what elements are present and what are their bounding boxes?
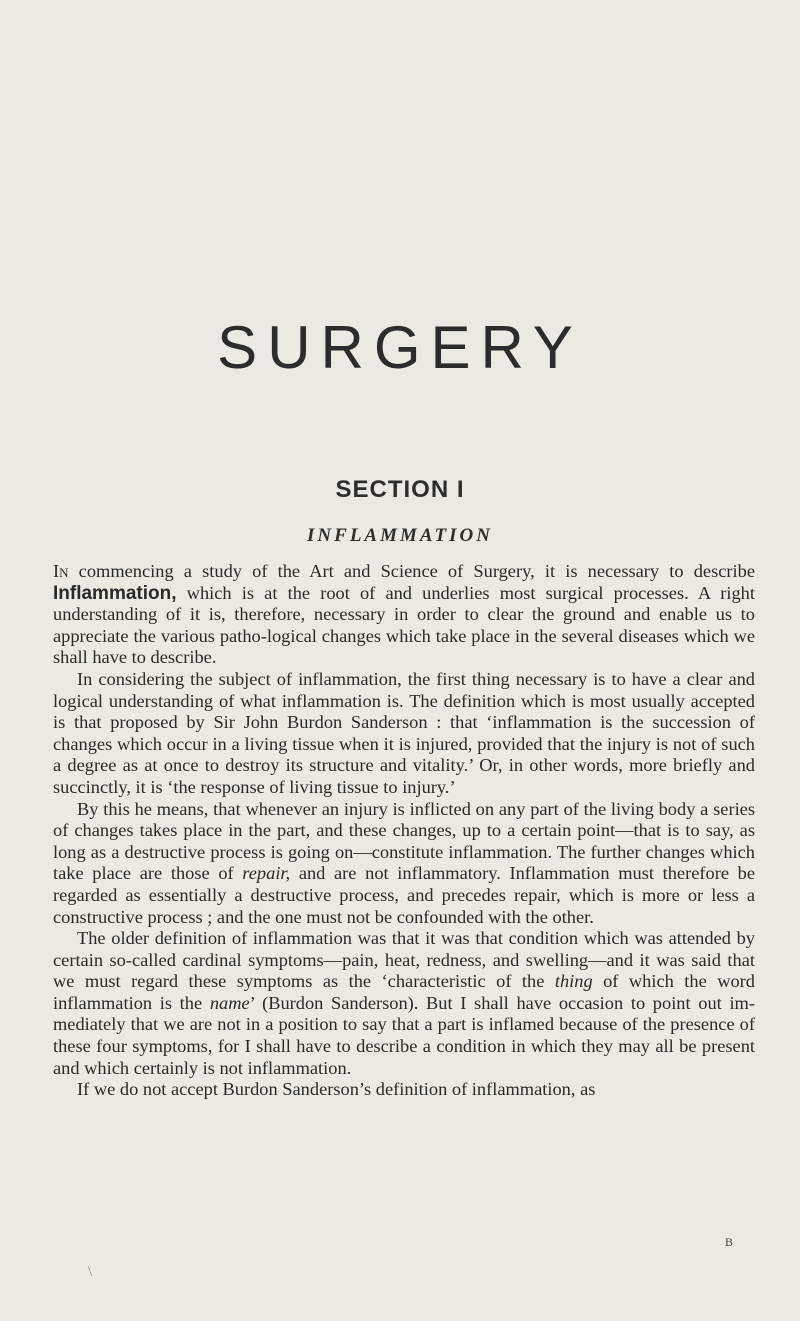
- section-subtitle: INFLAMMATION: [307, 525, 493, 546]
- dropcap-word: In: [53, 561, 69, 581]
- bold-term-inflammation: Inflammation,: [53, 582, 177, 604]
- body-text: [53, 561, 755, 1101]
- paragraph-1-text-b: which is at the root of and underlies most surgical processes. A right understanding of it is, therefore, necessary in order to clear the ground and enable us to appreciate the various patho-logical changes which take place in the several diseases which we shall have to describe.: [53, 582, 755, 668]
- italic-name: name: [209, 992, 250, 1013]
- paragraph-3: [53, 799, 755, 929]
- paragraph-5: If we do not accept Burdon Sanderson’s definition of inflammation, as: [77, 1079, 596, 1100]
- paragraph-4: [53, 928, 755, 1079]
- italic-repair: repair,: [242, 863, 291, 884]
- paragraph-3-text-a: By this he means, that whenever an injury is inflicted on any part of the living body a series of changes takes place in the part, and these changes, up to a certain point—that is to say, as long as a destructive process is going on—constitute inflammation. The further changes which take place are those of: [53, 798, 755, 884]
- paragraph-4-text-b: of which the word inflammation is the: [53, 971, 755, 1013]
- page-title: SURGERY: [217, 314, 583, 381]
- paragraph-3-text-b: and are not inflammatory. Inflammation must therefore be regarded as essentially a destructive process, and precedes repair, which is more or less a constructive process ; and the one must not be confounded with the other.: [53, 863, 755, 927]
- paragraph-2: In considering the subject of inflammation, the first thing necessary is to have a clear and logical understanding of what inflammation is. The definition which is most usually accepted is that proposed by Sir John Burdon Sanderson : that ‘inflammation is the succession of changes which occur in a living tissue when it is injured, provided that the injury is not of such a degree as at once to destroy its structure and vitality.’ Or, in other words, more briefly and succinctly, it is ‘the response of living tissue to injury.’: [53, 668, 755, 797]
- paragraph-4-text-a: The older definition of inflammation was that it was that condition which was attended by certain so-called cardinal symptoms—pain, heat, redness, and swelling—and it was said that we must regard these symptoms as the ‘characteristic of the: [53, 928, 755, 992]
- stray-mark: \: [88, 1264, 93, 1280]
- paragraph-1-text-a: commencing a study of the Art and Science of Surgery, it is necessary to describe: [68, 561, 755, 581]
- italic-thing: thing: [554, 971, 593, 992]
- paragraph-4-text-c: ’ (Burdon Sanderson). But I shall have occasion to point out im-mediately that we are not in a position to say that a part is inflamed because of the presence of these four symptoms, for I shall have to describe a condition in which they may all be present and which certainly is not inflammation.: [53, 992, 755, 1078]
- paragraph-1: [53, 561, 755, 669]
- section-heading: SECTION I: [335, 476, 465, 503]
- page-signature: B: [725, 1235, 734, 1249]
